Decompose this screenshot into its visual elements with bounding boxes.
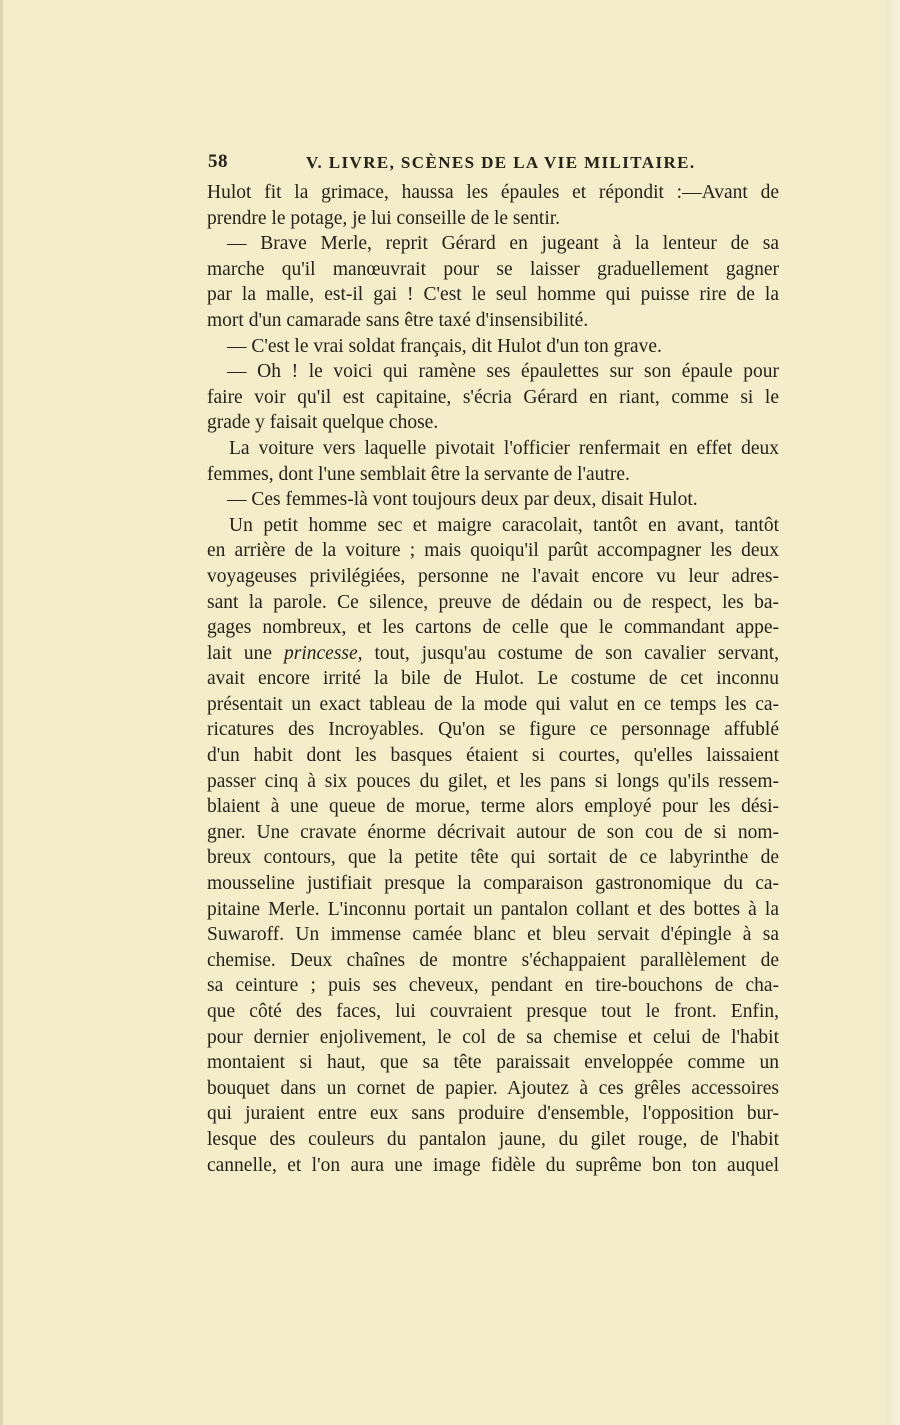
text-line: bouquet dans un cornet de papier. Ajoutez à ces grêles accessoires — [207, 1077, 779, 1099]
text-line: mort d'un camarade sans être taxé d'insensibilité. — [207, 309, 589, 331]
text-line: montaient si haut, que sa tête paraissait enveloppée comme un — [207, 1052, 779, 1074]
text-line: par la malle, est-il gai ! C'est le seul homme qui puisse rire de la — [207, 284, 779, 306]
text-line: — Oh ! le voici qui ramène ses épaulettes sur son épaule pour — [227, 361, 779, 383]
page-edge — [886, 0, 900, 1425]
text-line: cannelle, et l'on aura une image fidèle du suprême bon ton auquel — [207, 1154, 779, 1176]
text-line: grade y faisait quelque chose. — [207, 412, 439, 434]
text-line: avait encore irrité la bile de Hulot. Le costume de cet inconnu — [207, 668, 779, 690]
text-line: pour dernier enjolivement, le col de sa chemise et celui de l'habit — [207, 1026, 779, 1048]
text-line: — Brave Merle, reprit Gérard en jugeant à la lenteur de sa — [227, 233, 779, 255]
text-line: chemise. Deux chaînes de montre s'échappaient parallèlement de — [207, 949, 779, 971]
text-line: pitaine Merle. L'inconnu portait un pantalon collant et des bottes à la — [207, 898, 779, 920]
text-line: marche qu'il manœuvrait pour se laisser graduellement gagner — [207, 258, 779, 280]
text-line: en arrière de la voiture ; mais quoiqu'il parût accompagner les deux — [207, 540, 779, 562]
text-line: Un petit homme sec et maigre caracolait, tantôt en avant, tantôt — [229, 514, 779, 536]
text-line: — Ces femmes-là vont toujours deux par deux, disait Hulot. — [227, 489, 698, 511]
text-line: — C'est le vrai soldat français, dit Hulot d'un ton grave. — [227, 335, 662, 357]
text-line: ricatures des Incroyables. Qu'on se figure ce personnage affublé — [207, 719, 779, 741]
page-header — [208, 151, 780, 179]
text-line: lesque des couleurs du pantalon jaune, du gilet rouge, de l'habit — [207, 1128, 779, 1150]
text-line: sant la parole. Ce silence, preuve de dédain ou de respect, les ba- — [207, 591, 779, 613]
text-line: Suwaroff. Un immense camée blanc et bleu servait d'épingle à sa — [207, 924, 779, 946]
text-fragment: lait une — [207, 642, 273, 664]
text-line-princesse — [207, 641, 779, 667]
text-line: femmes, dont l'une semblait être la servante de l'autre. — [207, 463, 630, 485]
running-head: V. LIVRE, SCÈNES DE LA VIE MILITAIRE. — [306, 153, 696, 172]
text-line: La voiture vers laquelle pivotait l'officier renfermait en effet deux — [229, 437, 779, 459]
text-line: que côté des faces, lui couvraient presque tout le front. Enfin, — [207, 1001, 779, 1022]
text-line: qui juraient entre eux sans produire d'ensemble, l'opposition bur- — [207, 1103, 779, 1125]
text-line: mousseline justifiait presque la comparaison gastronomique du ca- — [207, 873, 779, 895]
text-line: gner. Une cravate énorme décrivait autour de son cou de si nom- — [207, 821, 779, 843]
text-line: passer cinq à six pouces du gilet, et les pans si longs qu'ils ressem- — [207, 770, 779, 792]
text-line: Hulot fit la grimace, haussa les épaules et répondit :—Avant de — [207, 182, 779, 203]
text-line: gages nombreux, et les cartons de celle que le commandant appe- — [207, 617, 779, 639]
text-line: prendre le potage, je lui conseille de le sentir. — [207, 207, 561, 229]
text-line: blaient à une queue de morue, terme alors employé pour les dési- — [207, 796, 779, 818]
italic-word: princesse, — [284, 642, 363, 664]
text-line: breux contours, que la petite tête qui sortait de ce labyrinthe de — [207, 847, 779, 869]
text-line: faire voir qu'il est capitaine, s'écria Gérard en riant, comme si le — [207, 386, 779, 408]
text-line: d'un habit dont les basques étaient si courtes, qu'elles laissaient — [207, 745, 779, 767]
text-fragment: tout, jusqu'au costume de son cavalier servant, — [374, 642, 780, 664]
text-line: voyageuses privilégiées, personne ne l'avait encore vu leur adres- — [207, 565, 779, 587]
text-line: présentait un exact tableau de la mode qui valut en ce temps les ca- — [207, 693, 779, 715]
page-number: 58 — [208, 151, 228, 172]
body-text — [207, 180, 779, 1178]
text-line: sa ceinture ; puis ses cheveux, pendant en tire-bouchons de cha- — [207, 975, 779, 997]
